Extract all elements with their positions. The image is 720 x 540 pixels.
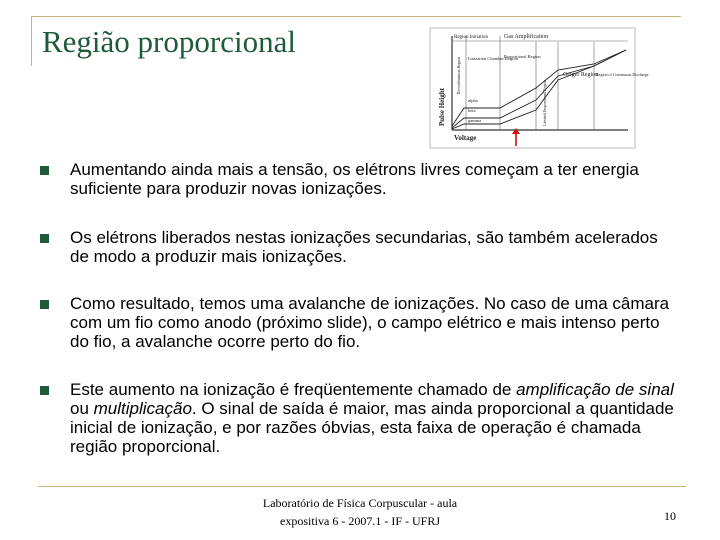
figure-region-geiger: Geiger Region — [563, 72, 599, 78]
figure-region-continuous-discharge: Region of Continuous Discharge — [596, 72, 649, 77]
figure-region-ionization-chamber: Ionization Chamber Region — [468, 56, 518, 61]
figure-region-limited-proportional: Limited Proportional Region — [542, 79, 547, 126]
bullet-text-emphasis: multiplicação — [93, 399, 192, 418]
bullet-text-part: ou — [70, 399, 94, 418]
bullet-text-part: . O sinal de saída é maior, mas ainda proporcional a quantidade inicial de ionização, e por razões óbvias, esta faixa de operação é chamada região proporcional. — [70, 399, 674, 456]
frame-horizontal-line — [31, 16, 681, 17]
bullet-text: Como resultado, temos uma avalanche de ionizações. No caso de uma câmara com um fio como anodo (próximo slide), o campo elétrico e mais intenso perto do fio, a avalanche ocorre perto do fio. — [70, 294, 670, 351]
bullet-text-emphasis: amplificação de sinal — [516, 380, 674, 399]
figure-region-recombination: Recombination Region — [456, 57, 461, 94]
bullet-text: Aumentando ainda mais a tensão, os elétrons livres começam a ter energia suficiente para produzir novas ionizações. — [70, 160, 639, 198]
bullet-text: Os elétrons liberados nestas ionizações secundarias, são também acelerados de modo a produzir mais ionizações. — [70, 228, 658, 266]
slide-footer — [238, 494, 482, 530]
square-bullet-icon — [40, 300, 49, 309]
bullet-text-part: Este aumento na ionização é freqüentemente chamado de — [70, 380, 517, 399]
figure-curve-alpha: alpha — [468, 98, 478, 103]
footer-divider — [38, 486, 686, 487]
slide-title: Região proporcional — [42, 24, 296, 59]
bullet-text — [70, 380, 680, 456]
footer-line-2: expositiva 6 - 2007.1 - IF - UFRJ — [280, 514, 440, 528]
figure-top-label-left: Region Initiation — [454, 35, 489, 40]
pulse-height-figure — [430, 28, 649, 148]
square-bullet-icon — [40, 386, 49, 395]
figure-x-axis-label: Voltage — [454, 134, 477, 142]
figure-curve-beta: beta — [468, 108, 476, 113]
figure-top-label-right: Gas Amplification — [504, 34, 549, 40]
square-bullet-icon — [40, 166, 49, 175]
square-bullet-icon — [40, 234, 49, 243]
figure-region-proportional: Proportional Region — [504, 54, 541, 59]
figure-curve-gamma: gamma — [468, 118, 482, 123]
figure-y-axis-label: Pulse Height — [438, 88, 446, 126]
frame-vertical-line — [31, 16, 32, 66]
footer-line-1: Laboratório de Física Corpuscular - aula — [262, 496, 458, 510]
page-number: 10 — [664, 509, 676, 523]
